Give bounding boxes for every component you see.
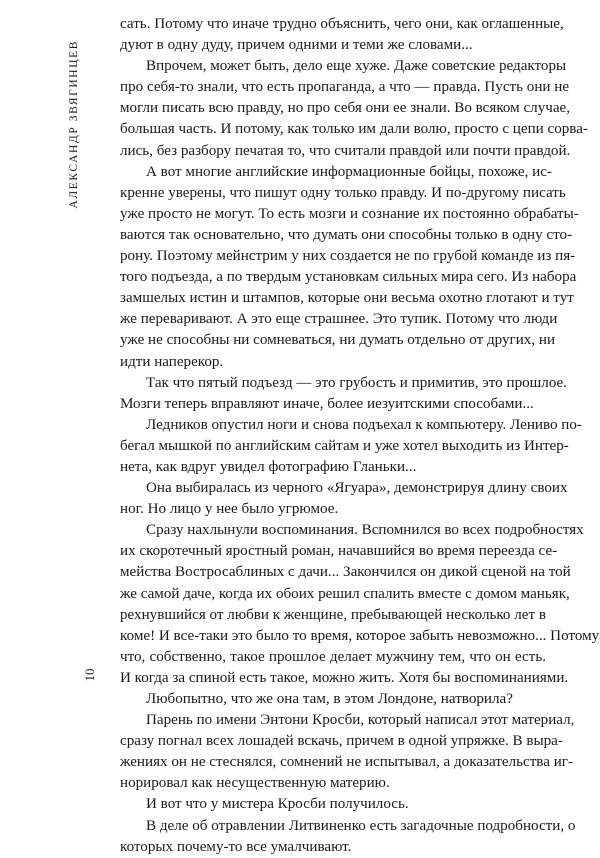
text-line: Она выбиралась из черного «Ягуара», демонстрируя длину своих — [146, 480, 568, 497]
text-line: коме! И все-таки это было то время, которое забыть невозможно... Потому — [120, 627, 600, 644]
text-line: бегал мышкой по английским сайтам и уже хотел выходить из Интер- — [120, 437, 569, 454]
text-line: про себя-то знали, что есть пропаганда, а что — правда. Пусть они не — [120, 79, 570, 96]
text-line: идти наперекор. — [120, 353, 224, 370]
text-line: же самой даче, когда их обоих решил спалить вместе с домом маньяк, — [120, 585, 570, 602]
text-line: могли писать всю правду, но про себя они ее знали. Во всяком случае, — [120, 100, 571, 117]
text-line: рону. Поэтому мейнстрим у них создается не по грубой команде из пя- — [120, 248, 576, 265]
running-head: АЛЕКСАНДР ЗВЯГИНЦЕВ — [68, 40, 80, 209]
text-line: ваются так основательно, что думать они способны только в одну сто- — [120, 226, 573, 243]
text-line: нета, как вдруг увидел фотографию Гланьки... — [120, 458, 417, 475]
text-line: большая часть. И потому, как только им дали волю, просто с цепи сорва- — [120, 121, 588, 138]
text-line: того подъезда, а по твердым установкам сильных мира сего. Из набора — [120, 269, 577, 286]
text-line: Мозги теперь вправляют иначе, более иезуитскими способами... — [120, 395, 534, 412]
text-line: сать. Потому что иначе трудно объяснить, чего они, как оглашенные, — [120, 16, 564, 32]
text-line: И вот что у мистера Кросби получилось. — [146, 796, 409, 813]
text-line: же переваривают. А это еще страшнее. Это тупик. Потому что люди — [120, 311, 558, 328]
text-line: лись, без разбору печатая то, что считали правдой или почти правдой. — [120, 142, 571, 159]
text-line: И когда за спиной есть такое, можно жить. Хотя бы воспоминаниями. — [120, 669, 569, 686]
text-line: Парень по имени Энтони Кросби, который написал этот материал, — [146, 712, 575, 729]
text-line: их скоротечный яростный роман, начавшийся во время переезда се- — [120, 543, 558, 560]
text-line: Так что пятый подъезд — это грубость и примитив, это прошлое. — [146, 374, 568, 391]
text-line: ног. Но лицо у нее было угрюмое. — [120, 501, 339, 518]
text-line: что, собственно, такое прошлое делает мужчину тем, что он есть. — [120, 648, 546, 665]
text-line: Ледников опустил ноги и снова подъехал к компьютеру. Лениво по- — [146, 416, 582, 433]
text-line: Любопытно, что же она там, в этом Лондоне, натворила? — [146, 691, 513, 707]
text-line: норировал как несущественную материю. — [120, 775, 390, 792]
text-line: уже не способны ни сомневаться, ни думать отдельно от других, ни — [120, 332, 556, 349]
text-line: жениях он не стеснялся, сомнений не испытывал, а доказательства иг- — [120, 754, 573, 771]
text-line: рехнувшийся от любви к женщине, пребывающей несколько лет в — [120, 606, 546, 623]
text-line: уже просто не могут. То есть мозги и сознание их постоянно обрабаты- — [120, 205, 579, 222]
text-line: Впрочем, может быть, дело еще хуже. Даже советские редакторы — [146, 58, 567, 75]
text-line: мейства Востросаблиных с дачи... Закончился он дикой сценой на той — [120, 564, 571, 581]
text-line: дуют в одну дуду, причем одними и теми же словами... — [120, 37, 473, 54]
body-text — [120, 14, 600, 858]
page-number: 10 — [82, 668, 97, 682]
text-line: Сразу нахлынули воспоминания. Вспомнился во всех подробностях — [146, 522, 584, 539]
text-line: А вот многие английские информационные бойцы, похоже, ис- — [146, 163, 552, 180]
text-line: сразу погнал всех лошадей вскачь, причем в одной упряжке. В выра- — [120, 733, 563, 750]
text-line: В деле об отравлении Литвиненко есть загадочные подробности, о — [146, 817, 576, 834]
text-line: кренне уверены, что пишут одну только правду. И по-другому писать — [120, 184, 566, 201]
text-line: замшелых истин и штампов, которые они весьма охотно глотают и тут — [120, 290, 574, 307]
text-line: которых почему-то все умалчивают. — [120, 838, 352, 855]
